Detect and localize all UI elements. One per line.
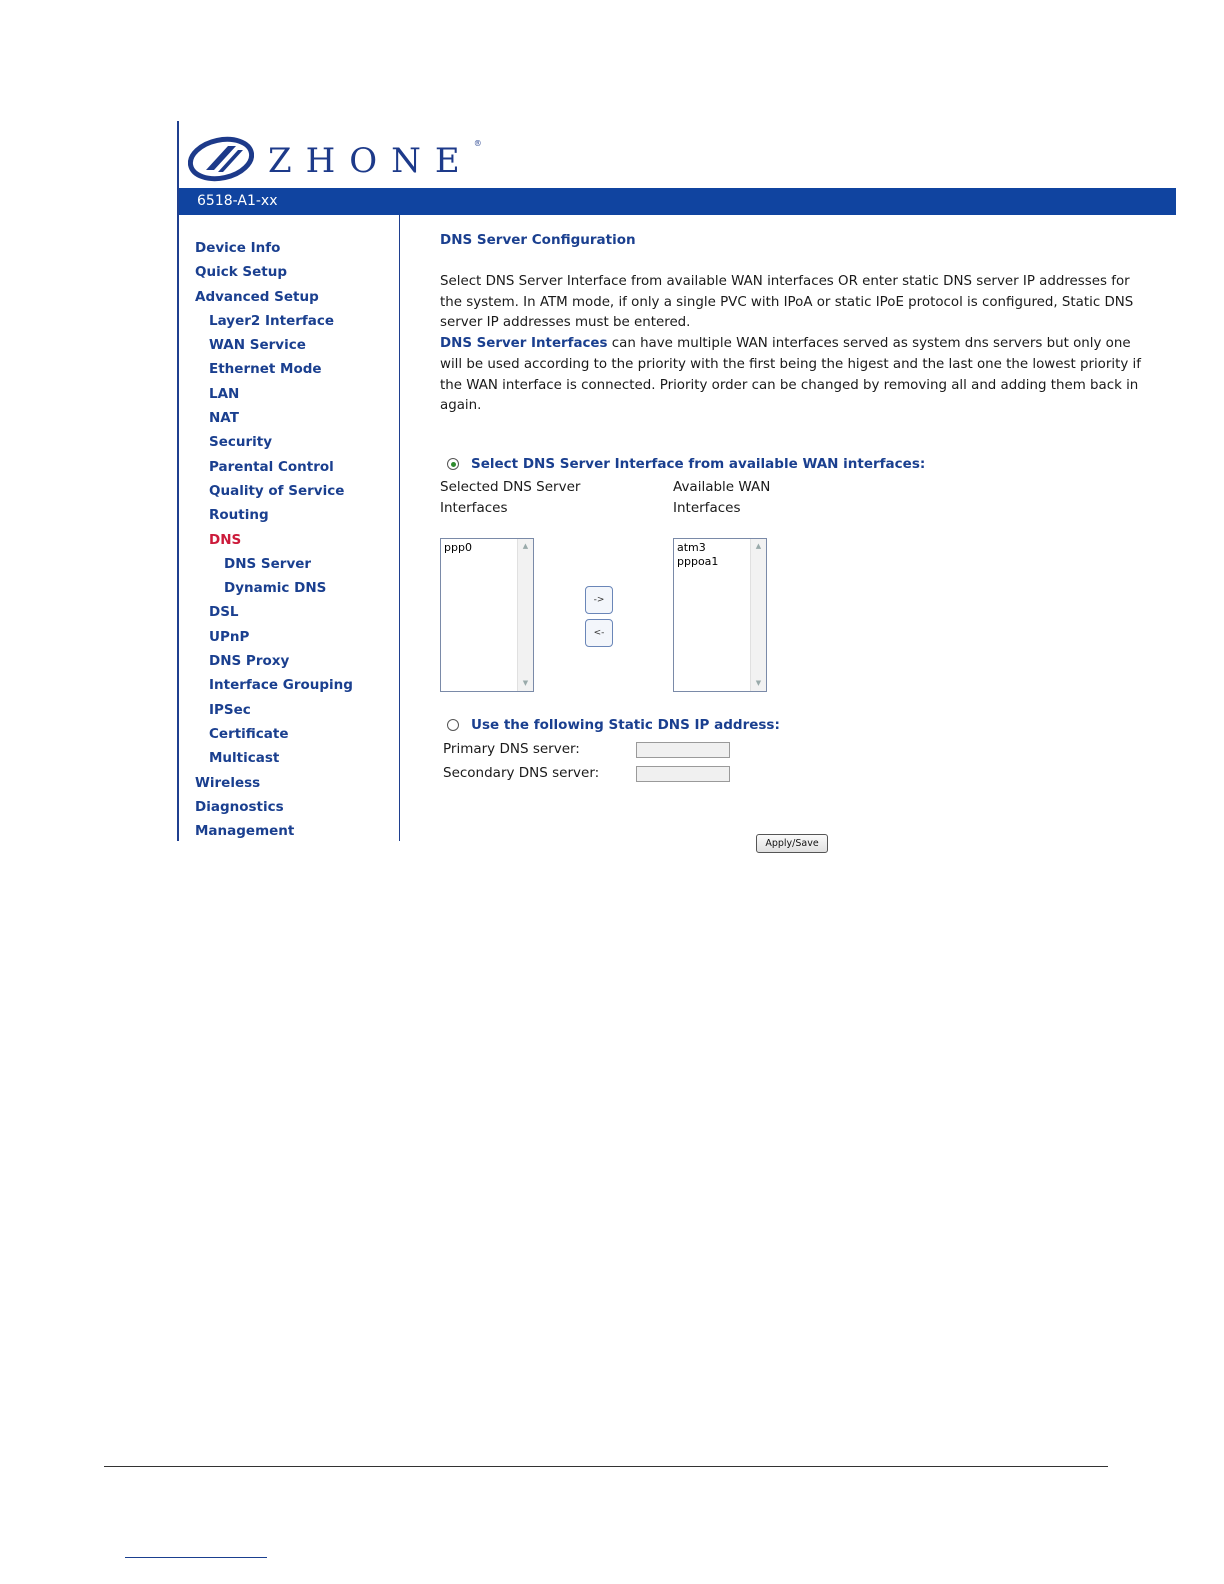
sidebar-item-quality-of-service[interactable]: Quality of Service — [209, 482, 345, 499]
sidebar-item-certificate[interactable]: Certificate — [209, 725, 289, 742]
sidebar-item-diagnostics[interactable]: Diagnostics — [195, 798, 284, 815]
scroll-up-icon[interactable]: ▲ — [522, 542, 529, 550]
model-banner — [179, 188, 1176, 215]
sidebar-item-dns[interactable]: DNS — [209, 531, 242, 548]
selected-interfaces-listbox[interactable] — [440, 538, 534, 692]
sidebar-item-wan-service[interactable]: WAN Service — [209, 337, 306, 354]
footer-rule — [104, 1466, 1108, 1467]
page-title: DNS Server Configuration — [440, 232, 636, 248]
secondary-dns-label: Secondary DNS server: — [443, 765, 600, 781]
sidebar-item-dns-server[interactable]: DNS Server — [224, 555, 312, 572]
sidebar-item-routing[interactable]: Routing — [209, 507, 269, 524]
option-wan-label: Select DNS Server Interface from available WAN interfaces: — [471, 456, 926, 472]
selected-interfaces-label: Selected DNS Server Interfaces — [440, 479, 581, 516]
option-static-radio[interactable] — [447, 719, 459, 731]
logo-wordmark: ZHONE® — [268, 139, 482, 181]
option-wan-radio[interactable] — [447, 458, 459, 470]
sidebar-item-quick-setup[interactable]: Quick Setup — [195, 264, 288, 281]
sidebar-item-security[interactable]: Security — [209, 434, 273, 451]
available-items — [677, 541, 718, 569]
sidebar-item-layer2-interface[interactable]: Layer2 Interface — [209, 312, 335, 329]
sidebar-item-nat[interactable]: NAT — [209, 410, 239, 427]
sidebar-item-lan[interactable]: LAN — [209, 385, 240, 402]
model-name: 6518-A1-xx — [197, 193, 278, 209]
sidebar-item-interface-grouping[interactable]: Interface Grouping — [209, 677, 353, 694]
selected-scrollbar[interactable] — [517, 539, 533, 691]
scroll-down-icon[interactable]: ▼ — [755, 679, 762, 687]
sidebar-item-upnp[interactable]: UPnP — [209, 628, 250, 645]
option-wan-row[interactable] — [447, 456, 925, 472]
available-interfaces-label: Available WAN Interfaces — [673, 479, 771, 516]
primary-dns-label: Primary DNS server: — [443, 741, 580, 757]
secondary-dns-input[interactable] — [636, 766, 730, 782]
page-description — [440, 272, 1145, 417]
selected-items — [444, 541, 472, 555]
intro-text: Select DNS Server Interface from available WAN interfaces OR enter static DNS server IP addresses for the system. In ATM mode, if only a single PVC with IPoA or static IPoE protocol is configured, Static DNS server IP addresses must be entered. — [440, 274, 1134, 331]
interfaces-body: can have multiple WAN interfaces served as system dns servers but only one will be used according to the priority with the first being the higest and the last one the lowest priority if the WAN interface is connected. Priority order can be changed by removing all and adding them back in again. — [440, 336, 1141, 414]
sidebar-item-ipsec[interactable]: IPSec — [209, 701, 251, 718]
zhone-logo — [188, 130, 482, 188]
list-item[interactable]: ppp0 — [444, 541, 472, 554]
sidebar-item-advanced-setup[interactable]: Advanced Setup — [195, 288, 319, 305]
sidebar-item-multicast[interactable]: Multicast — [209, 750, 280, 767]
scroll-down-icon[interactable]: ▼ — [522, 679, 529, 687]
add-interface-button[interactable]: -> — [585, 586, 613, 614]
sidebar-item-dns-proxy[interactable]: DNS Proxy — [209, 653, 290, 670]
list-item[interactable]: pppoa1 — [677, 555, 719, 568]
option-static-label: Use the following Static DNS IP address: — [471, 717, 780, 733]
nav-menu — [195, 238, 353, 845]
option-static-row[interactable] — [447, 717, 780, 733]
interfaces-heading: DNS Server Interfaces — [440, 336, 608, 352]
sidebar-item-dsl[interactable]: DSL — [209, 604, 239, 621]
primary-dns-input[interactable] — [636, 742, 730, 758]
available-scrollbar[interactable] — [750, 539, 766, 691]
footer-link-underline[interactable] — [125, 1557, 267, 1558]
list-item[interactable]: atm3 — [677, 541, 706, 554]
sidebar-item-management[interactable]: Management — [195, 823, 295, 840]
remove-interface-button[interactable]: <- — [585, 619, 613, 647]
sidebar-nav — [179, 215, 400, 841]
apply-save-button[interactable]: Apply/Save — [756, 834, 828, 853]
sidebar-item-device-info[interactable]: Device Info — [195, 240, 281, 256]
scroll-up-icon[interactable]: ▲ — [755, 542, 762, 550]
sidebar-item-ethernet-mode[interactable]: Ethernet Mode — [209, 361, 322, 378]
sidebar-item-wireless[interactable]: Wireless — [195, 774, 261, 791]
router-web-ui — [177, 121, 1176, 849]
interfaces-text — [440, 334, 1145, 417]
available-interfaces-listbox[interactable] — [673, 538, 767, 692]
sidebar-item-dynamic-dns[interactable]: Dynamic DNS — [224, 580, 327, 597]
zhone-swoosh-icon — [188, 134, 254, 184]
sidebar-item-parental-control[interactable]: Parental Control — [209, 458, 334, 475]
